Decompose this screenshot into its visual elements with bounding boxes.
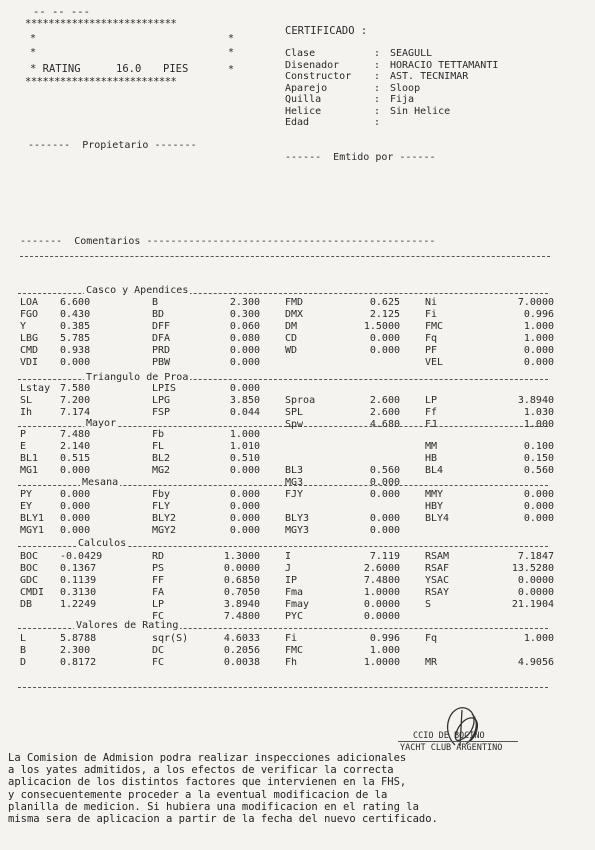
table-cell-value: 0.515 xyxy=(60,453,91,464)
table-cell-value: 0.1367 xyxy=(60,563,97,574)
table-cell-label: FL xyxy=(152,441,165,452)
footer-line: y consecuentemente proceder a la eventual modificacion de la xyxy=(8,788,388,801)
table-cell-value: 0.300 xyxy=(229,309,260,320)
table-row xyxy=(0,477,595,488)
table-cell-value: 1.010 xyxy=(229,441,260,452)
table-cell-value: 0.625 xyxy=(369,297,400,308)
table-cell-value: 0.000 xyxy=(229,357,260,368)
field-colon: : xyxy=(374,82,381,94)
table-cell-label: FMD xyxy=(285,297,304,308)
table-cell-value: 7.1847 xyxy=(517,551,554,562)
table-row xyxy=(0,501,595,512)
table-cell-value: 0.000 xyxy=(523,501,554,512)
table-cell-label: Fby xyxy=(152,489,171,500)
table-cell-value: 0.000 xyxy=(229,465,260,476)
table-cell-value: 21.1904 xyxy=(511,599,554,610)
table-cell-value: 0.000 xyxy=(369,333,400,344)
table-cell-value: 1.000 xyxy=(523,333,554,344)
table-cell-label: MG1 xyxy=(20,465,39,476)
emitido-label: Emtido por xyxy=(333,152,394,163)
table-cell-value: 0.000 xyxy=(60,525,91,536)
table-cell-label: Ih xyxy=(20,407,33,418)
section-mayor: Mayor xyxy=(86,418,117,429)
table-cell-value: 1.0000 xyxy=(363,657,400,668)
table-cell-value: 0.0000 xyxy=(223,563,260,574)
table-cell-value: 1.3000 xyxy=(223,551,260,562)
table-cell-value: 1.000 xyxy=(523,321,554,332)
table-cell-label: MGY2 xyxy=(152,525,177,536)
table-cell-value: 0.0000 xyxy=(517,587,554,598)
footer-line: a los yates admitidos, a los efectos de verificar la correcta xyxy=(8,764,394,777)
table-cell-label: RSAY xyxy=(425,587,450,598)
table-cell-value: 0.6850 xyxy=(223,575,260,586)
table-cell-label: FLY xyxy=(152,501,171,512)
table-cell-value: 1.000 xyxy=(523,633,554,644)
table-cell-label: Fi xyxy=(285,633,298,644)
table-cell-label: FA xyxy=(152,587,165,598)
table-cell-label: SPL xyxy=(285,407,304,418)
table-cell-value: 0.060 xyxy=(229,321,260,332)
table-cell-label: VEL xyxy=(425,357,444,368)
table-cell-label: Sproa xyxy=(285,395,316,406)
table-cell-label: LBG xyxy=(20,333,39,344)
header-stars-bottom: ************************** xyxy=(25,76,177,88)
table-cell-label: BLY4 xyxy=(425,513,450,524)
table-cell-label: L xyxy=(20,633,27,644)
signature-line xyxy=(398,741,518,742)
table-cell-value: 0.3130 xyxy=(60,587,97,598)
table-cell-value: 2.300 xyxy=(60,645,91,656)
table-cell-value: 0.000 xyxy=(60,513,91,524)
table-cell-value: 0.560 xyxy=(369,465,400,476)
star-left-2: * xyxy=(30,47,37,58)
table-cell-value: 1.000 xyxy=(523,419,554,430)
propietario-label: Propietario xyxy=(82,140,149,151)
table-cell-label: sqr(S) xyxy=(152,633,189,644)
table-cell-label: MG3 xyxy=(285,477,304,488)
table-cell-value: 4.6033 xyxy=(223,633,260,644)
footer-line: misma sera de aplicacion a partir de la fecha del nuevo certificado. xyxy=(8,813,438,826)
table-cell-label: PY xyxy=(20,489,33,500)
table-cell-label: EY xyxy=(20,501,33,512)
table-cell-value: 2.300 xyxy=(229,297,260,308)
table-cell-label: BOC xyxy=(20,563,39,574)
table-cell-label: GDC xyxy=(20,575,39,586)
table-cell-value: 0.000 xyxy=(229,525,260,536)
table-row xyxy=(0,333,595,344)
field-label: Helice xyxy=(285,105,322,117)
table-cell-label: FMC xyxy=(425,321,444,332)
table-cell-label: I xyxy=(285,551,292,562)
table-cell-label: MM xyxy=(425,441,438,452)
table-cell-value: 0.000 xyxy=(60,501,91,512)
table-cell-label: RSAF xyxy=(425,563,450,574)
table-cell-value: 0.100 xyxy=(523,441,554,452)
table-cell-label: LPIS xyxy=(152,383,177,394)
table-cell-label: DFA xyxy=(152,333,171,344)
table-cell-label: LOA xyxy=(20,297,39,308)
table-row xyxy=(0,345,595,356)
table-cell-value: 2.600 xyxy=(369,395,400,406)
table-row xyxy=(0,465,595,476)
table-cell-label: CD xyxy=(285,333,298,344)
field-colon: : xyxy=(374,94,381,105)
table-cell-value: 0.150 xyxy=(523,453,554,464)
bottom-rule xyxy=(18,687,548,688)
table-cell-value: 4.680 xyxy=(369,419,400,430)
table-cell-label: CMDI xyxy=(20,587,45,598)
table-cell-value: 0.000 xyxy=(229,383,260,394)
table-cell-label: P xyxy=(20,429,27,440)
table-cell-label: BL1 xyxy=(20,453,39,464)
table-cell-label: Y xyxy=(20,321,27,332)
table-cell-label: HB xyxy=(425,453,438,464)
table-cell-value: 3.8940 xyxy=(223,599,260,610)
table-cell-label: MGY3 xyxy=(285,525,310,536)
certificate-title: CERTIFICADO : xyxy=(285,25,368,37)
table-cell-label: MMY xyxy=(425,489,444,500)
table-row xyxy=(0,489,595,500)
footer-line: aplicacion de los distintos factores que intervienen en la FHS, xyxy=(8,776,407,789)
table-cell-label: PF xyxy=(425,345,438,356)
table-cell-label: WD xyxy=(285,345,298,356)
table-cell-value: 0.000 xyxy=(229,345,260,356)
rating-unit: PIES xyxy=(163,63,189,75)
table-cell-label: FF xyxy=(152,575,165,586)
star-right-3: * xyxy=(228,64,235,75)
table-cell-label: FSP xyxy=(152,407,171,418)
table-cell-label: FGO xyxy=(20,309,39,320)
table-cell-label: DB xyxy=(20,599,33,610)
table-cell-label: PRD xyxy=(152,345,171,356)
field-value: Fija xyxy=(390,94,415,105)
table-cell-value: 4.9056 xyxy=(517,657,554,668)
table-cell-value: 7.200 xyxy=(60,395,91,406)
table-cell-value: 6.600 xyxy=(60,297,91,308)
table-cell-label: B xyxy=(20,645,27,656)
table-cell-label: Fmay xyxy=(285,599,310,610)
table-cell-value: 0.044 xyxy=(229,407,260,418)
table-cell-label: Fma xyxy=(285,587,304,598)
table-cell-value: 0.000 xyxy=(523,357,554,368)
table-cell-value: 0.000 xyxy=(523,513,554,524)
table-cell-value: 0.560 xyxy=(523,465,554,476)
field-value: HORACIO TETTAMANTI xyxy=(390,59,499,71)
table-cell-value: 7.0000 xyxy=(517,297,554,308)
table-cell-label: SL xyxy=(20,395,33,406)
table-row xyxy=(0,563,595,574)
table-cell-value: 0.000 xyxy=(523,345,554,356)
table-cell-label: BD xyxy=(152,309,165,320)
table-row xyxy=(0,645,595,656)
table-cell-label: RSAM xyxy=(425,551,450,562)
table-cell-label: DM xyxy=(285,321,298,332)
table-cell-label: LP xyxy=(425,395,438,406)
table-cell-value: 0.0038 xyxy=(223,657,260,668)
table-cell-value: 0.000 xyxy=(229,513,260,524)
table-cell-value: 0.000 xyxy=(60,489,91,500)
table-row xyxy=(0,633,595,644)
table-cell-value: 0.8172 xyxy=(60,657,97,668)
table-cell-label: BLY3 xyxy=(285,513,310,524)
table-cell-label: Ni xyxy=(425,297,438,308)
field-value: SEAGULL xyxy=(390,48,433,59)
field-label: Quilla xyxy=(285,94,322,105)
table-cell-value: 7.480 xyxy=(60,429,91,440)
table-cell-value: 0.1139 xyxy=(60,575,97,586)
section-casco: Casco y Apendices xyxy=(86,285,189,296)
table-cell-value: 0.0000 xyxy=(517,575,554,586)
table-cell-value: 0.000 xyxy=(60,357,91,368)
table-cell-value: 0.000 xyxy=(229,489,260,500)
table-cell-value: 1.2249 xyxy=(60,599,97,610)
table-row xyxy=(0,441,595,452)
table-cell-value: 3.8940 xyxy=(517,395,554,406)
table-cell-value: 0.2056 xyxy=(223,645,260,656)
table-cell-value: 13.5280 xyxy=(511,563,554,574)
field-label: Aparejo xyxy=(285,82,328,94)
table-cell-label: Fq xyxy=(425,333,438,344)
table-cell-label: E xyxy=(20,441,27,452)
comentarios-rule xyxy=(20,256,550,257)
table-row xyxy=(0,407,595,418)
table-cell-value: 1.030 xyxy=(523,407,554,418)
table-cell-value: 2.600 xyxy=(369,407,400,418)
field-colon: : xyxy=(374,59,381,71)
propietario-label-row: ------- Propietario ------- xyxy=(28,140,197,151)
table-cell-label: B xyxy=(152,297,159,308)
table-cell-value: 0.000 xyxy=(369,513,400,524)
table-cell-label: PS xyxy=(152,563,165,574)
table-cell-value: 7.174 xyxy=(60,407,91,418)
table-cell-value: -0.0429 xyxy=(60,551,103,562)
footer-notice xyxy=(8,752,528,825)
table-cell-label: Fq xyxy=(425,633,438,644)
table-row xyxy=(0,575,595,586)
rating-label: * RATING xyxy=(30,63,81,75)
comentarios-label-row: ------- Comentarios ------------------------------------------------ xyxy=(20,236,436,247)
table-cell-value: 5.8788 xyxy=(60,633,97,644)
section-valores: Valores de Rating xyxy=(76,620,179,631)
table-row xyxy=(0,429,595,440)
table-cell-value: 0.996 xyxy=(523,309,554,320)
comentarios-label: Comentarios xyxy=(74,236,141,247)
table-cell-value: 0.430 xyxy=(60,309,91,320)
table-cell-label: HBY xyxy=(425,501,444,512)
table-cell-label: MGY1 xyxy=(20,525,45,536)
table-cell-label: VDI xyxy=(20,357,39,368)
table-cell-value: 2.140 xyxy=(60,441,91,452)
table-cell-value: 7.4800 xyxy=(363,575,400,586)
table-cell-label: S xyxy=(425,599,432,610)
table-row xyxy=(0,297,595,308)
table-cell-label: YSAC xyxy=(425,575,450,586)
table-cell-value: 5.785 xyxy=(60,333,91,344)
star-left-1: * xyxy=(30,33,37,44)
field-value: Sin Helice xyxy=(390,105,451,117)
field-label: Clase xyxy=(285,48,316,59)
rating-value: 16.0 xyxy=(116,63,142,75)
table-cell-label: PBW xyxy=(152,357,171,368)
table-row xyxy=(0,453,595,464)
table-cell-label: LP xyxy=(152,599,165,610)
table-row xyxy=(0,611,595,622)
field-colon: : xyxy=(374,117,381,128)
table-cell-label: BL2 xyxy=(152,453,171,464)
field-value: Sloop xyxy=(390,82,421,94)
table-cell-label: Fb xyxy=(152,429,165,440)
field-colon: : xyxy=(374,71,381,82)
table-cell-value: 0.0000 xyxy=(363,599,400,610)
table-cell-label: BLY2 xyxy=(152,513,177,524)
table-cell-value: 2.6000 xyxy=(363,563,400,574)
table-cell-value: 7.580 xyxy=(60,383,91,394)
field-label: Edad xyxy=(285,117,310,128)
table-cell-label: D xyxy=(20,657,27,668)
table-cell-label: FJ xyxy=(425,419,438,430)
table-cell-label: Ff xyxy=(425,407,438,418)
table-cell-value: 0.000 xyxy=(369,477,400,488)
table-row xyxy=(0,599,595,610)
section-mesana: Mesana xyxy=(82,477,119,488)
table-cell-value: 0.000 xyxy=(369,489,400,500)
table-cell-label: IP xyxy=(285,575,298,586)
table-cell-label: DMX xyxy=(285,309,304,320)
table-cell-label: BLY1 xyxy=(20,513,45,524)
table-cell-value: 7.119 xyxy=(369,551,400,562)
table-cell-label: DC xyxy=(152,645,165,656)
field-value: AST. TECNIMAR xyxy=(390,71,469,82)
table-cell-label: J xyxy=(285,563,292,574)
table-cell-label: Fh xyxy=(285,657,298,668)
table-cell-value: 0.7050 xyxy=(223,587,260,598)
table-cell-value: 0.938 xyxy=(60,345,91,356)
table-cell-label: BOC xyxy=(20,551,39,562)
field-colon: : xyxy=(374,105,381,117)
table-cell-label: MR xyxy=(425,657,438,668)
header-top-fragment: -- -- --- xyxy=(33,6,90,18)
table-cell-value: 0.510 xyxy=(229,453,260,464)
table-cell-label: MG2 xyxy=(152,465,171,476)
table-cell-label: FJY xyxy=(285,489,304,500)
section-triangulo: Triangulo de Proa xyxy=(86,372,189,383)
emitido-label-row: ------ Emtido por ------ xyxy=(285,152,436,163)
table-cell-label: PYC xyxy=(285,611,304,622)
table-cell-value: 0.385 xyxy=(60,321,91,332)
table-cell-label: FMC xyxy=(285,645,304,656)
table-cell-label: FC xyxy=(152,657,165,668)
table-cell-value: 7.4800 xyxy=(223,611,260,622)
header-stars-top: ************************** xyxy=(25,18,177,30)
field-colon: : xyxy=(374,48,381,59)
table-cell-value: 0.0000 xyxy=(363,611,400,622)
table-cell-value: 0.000 xyxy=(369,345,400,356)
table-cell-value: 0.000 xyxy=(229,501,260,512)
field-label: Constructor xyxy=(285,71,352,82)
table-cell-value: 1.5000 xyxy=(363,321,400,332)
table-cell-value: 0.080 xyxy=(229,333,260,344)
table-row xyxy=(0,513,595,524)
table-row xyxy=(0,587,595,598)
table-cell-value: 0.000 xyxy=(369,525,400,536)
table-row xyxy=(0,395,595,406)
table-cell-value: 1.0000 xyxy=(363,587,400,598)
table-cell-label: DFF xyxy=(152,321,171,332)
table-row xyxy=(0,525,595,536)
table-row xyxy=(0,357,595,368)
footer-line: planilla de medicion. Si hubiera una modificacion en el rating la xyxy=(8,800,419,813)
table-cell-value: 0.996 xyxy=(369,633,400,644)
table-row xyxy=(0,551,595,562)
star-right-1: * xyxy=(228,33,235,44)
footer-line: La Comision de Admision podra realizar inspecciones adicionales xyxy=(8,752,407,764)
table-cell-label: FC xyxy=(152,611,165,622)
table-cell-value: 2.125 xyxy=(369,309,400,320)
table-cell-label: Fi xyxy=(425,309,438,320)
table-cell-label: LPG xyxy=(152,395,171,406)
table-cell-label: BL4 xyxy=(425,465,444,476)
table-cell-value: 0.000 xyxy=(60,465,91,476)
table-row xyxy=(0,321,595,332)
star-right-2: * xyxy=(228,47,235,58)
table-row xyxy=(0,657,595,668)
signature-club: YACHT CLUB ARGENTINO xyxy=(400,743,503,753)
table-row xyxy=(0,383,595,394)
table-cell-label: Lstay xyxy=(20,383,51,394)
field-label: Disenador xyxy=(285,59,340,71)
table-cell-value: 1.000 xyxy=(229,429,260,440)
table-cell-value: 3.850 xyxy=(229,395,260,406)
section-calculos: Calculos xyxy=(78,538,127,549)
table-row xyxy=(0,309,595,320)
table-cell-label: BL3 xyxy=(285,465,304,476)
table-cell-label: RD xyxy=(152,551,165,562)
table-cell-label: CMD xyxy=(20,345,39,356)
table-cell-value: 1.000 xyxy=(369,645,400,656)
signature-name: CCIO DE BOCINO xyxy=(413,731,485,741)
table-cell-label: Spw xyxy=(285,419,304,430)
table-cell-value: 0.000 xyxy=(523,489,554,500)
